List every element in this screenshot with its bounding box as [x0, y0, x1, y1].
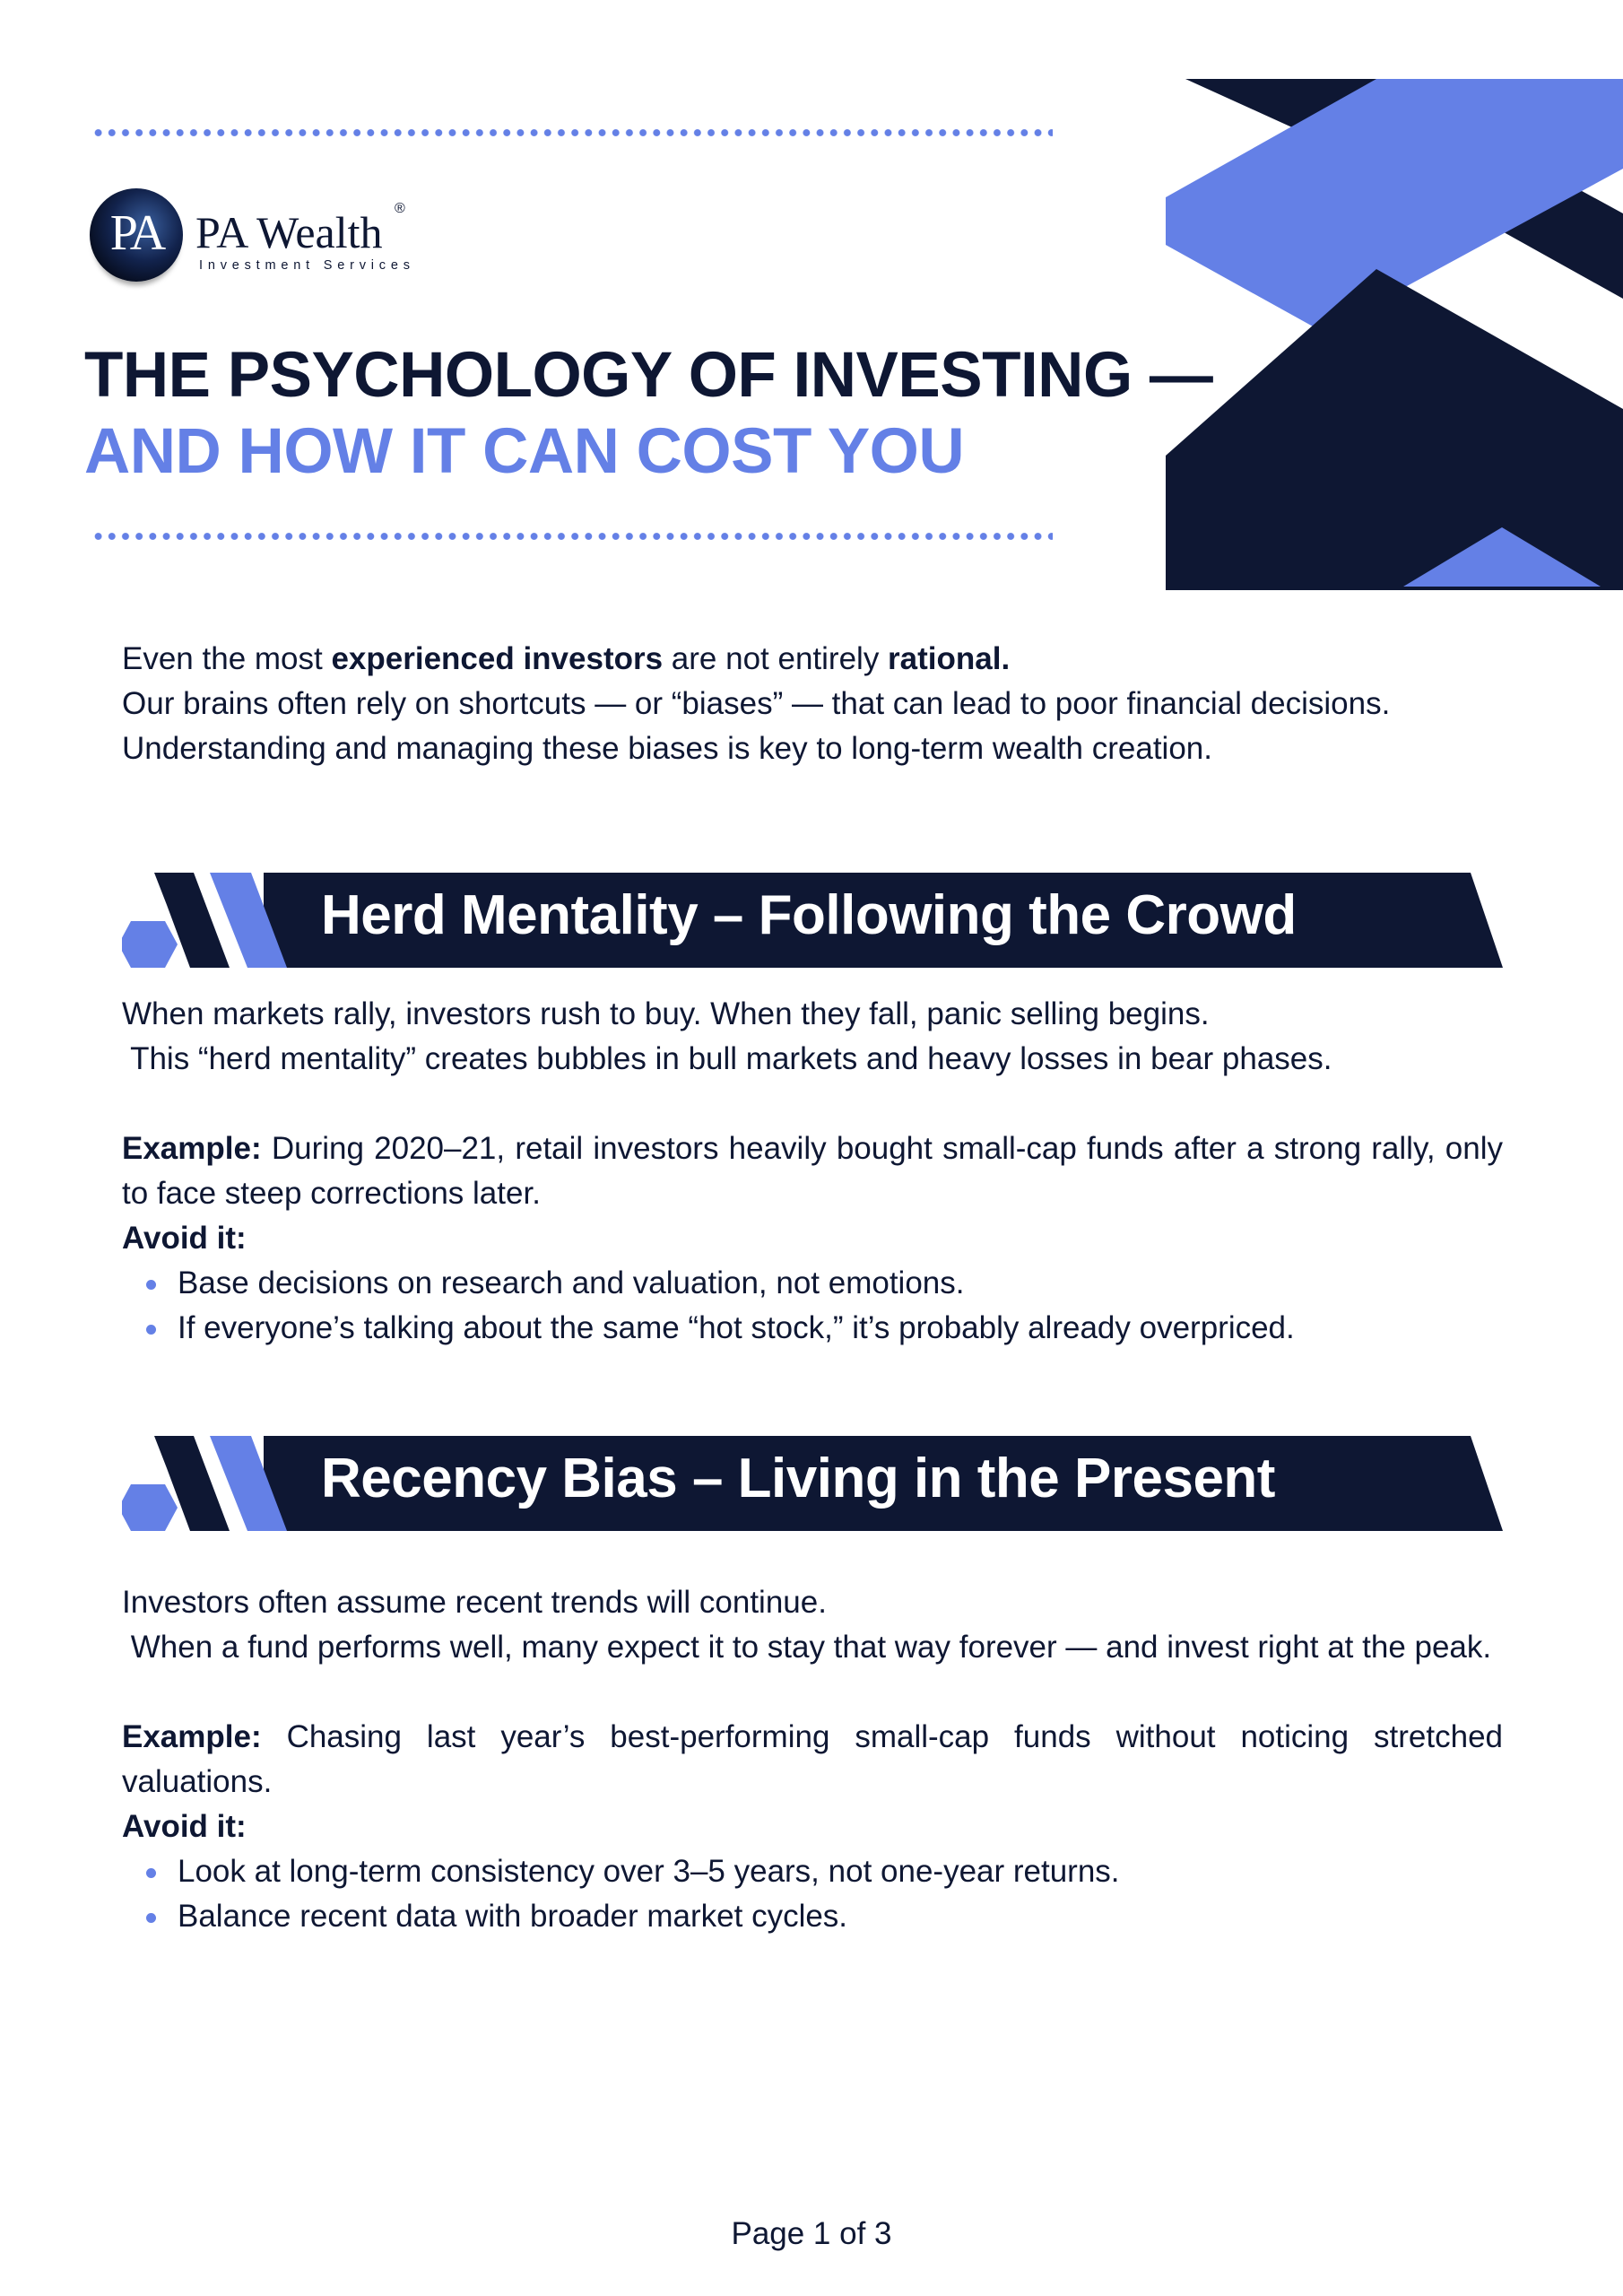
list-item: If everyone’s talking about the same “hot stock,” it’s probably already overpriced. [122, 1306, 1503, 1351]
company-logo [90, 188, 430, 296]
intro-line-1 [122, 637, 1503, 682]
section-banner-herd-mentality [122, 873, 1503, 968]
section-body-herd-mentality [122, 992, 1503, 1351]
example-text: Chasing last year’s best-performing small-cap funds without noticing stretched valuations. [122, 1719, 1503, 1799]
logo-emblem-text: PA [109, 205, 163, 261]
intro-paragraph [122, 637, 1503, 771]
page-title-line-1: THE PSYCHOLOGY OF INVESTING — [84, 340, 1213, 411]
spacer [122, 1670, 1503, 1715]
bullet-list [122, 1849, 1503, 1939]
section-banner-recency-bias [122, 1436, 1503, 1531]
example-text: During 2020–21, retail investors heavily bought small-cap funds after a strong rally, only to face steep corrections later. [122, 1131, 1503, 1211]
list-item: Look at long-term consistency over 3–5 years, not one-year returns. [122, 1849, 1503, 1894]
list-item: Balance recent data with broader market cycles. [122, 1894, 1503, 1939]
intro-line-3: Understanding and managing these biases is key to long-term wealth creation. [122, 731, 1212, 766]
example-label: Example: [122, 1131, 262, 1166]
spacer [122, 1082, 1503, 1126]
section-heading: Recency Bias – Living in the Present [321, 1448, 1275, 1509]
banner-chevron-icon [122, 1436, 301, 1531]
ribbon-graphic [1166, 79, 1623, 590]
registered-mark: ® [395, 201, 405, 216]
bullet-list [122, 1261, 1503, 1351]
dotted-divider-top [91, 127, 1053, 138]
example-paragraph [122, 1715, 1503, 1805]
list-item: Base decisions on research and valuation, not emotions. [122, 1261, 1503, 1306]
intro-line-2: Our brains often rely on shortcuts — or “biases” — that can lead to poor financial decisions. [122, 686, 1391, 721]
section-body-recency-bias [122, 1580, 1503, 1939]
banner-chevron-icon [122, 873, 301, 968]
section-heading: Herd Mentality – Following the Crowd [321, 884, 1297, 946]
section-text: When a fund performs well, many expect it to stay that way forever — and invest right at the peak. [122, 1630, 1492, 1665]
page-number: Page 1 of 3 [731, 2216, 892, 2251]
page-title-line-2: AND HOW IT CAN COST YOU [84, 416, 965, 487]
section-text: This “herd mentality” creates bubbles in bull markets and heavy losses in bear phases. [122, 1041, 1332, 1076]
dotted-divider-bottom [91, 531, 1053, 542]
avoid-label: Avoid it: [122, 1221, 247, 1256]
avoid-label: Avoid it: [122, 1809, 247, 1844]
logo-tagline: Investment Services [199, 258, 415, 273]
logo-emblem [90, 188, 183, 282]
example-paragraph [122, 1126, 1503, 1216]
intro-emphasis: rational. [888, 641, 1011, 676]
intro-emphasis: experienced investors [331, 641, 664, 676]
example-label: Example: [122, 1719, 262, 1754]
intro-text: are not entirely [663, 641, 889, 676]
logo-name: PA Wealth [195, 207, 383, 257]
intro-text: Even the most [122, 641, 332, 676]
section-text: Investors often assume recent trends will continue. [122, 1585, 827, 1620]
section-text: When markets rally, investors rush to buy. When they fall, panic selling begins. [122, 996, 1210, 1031]
